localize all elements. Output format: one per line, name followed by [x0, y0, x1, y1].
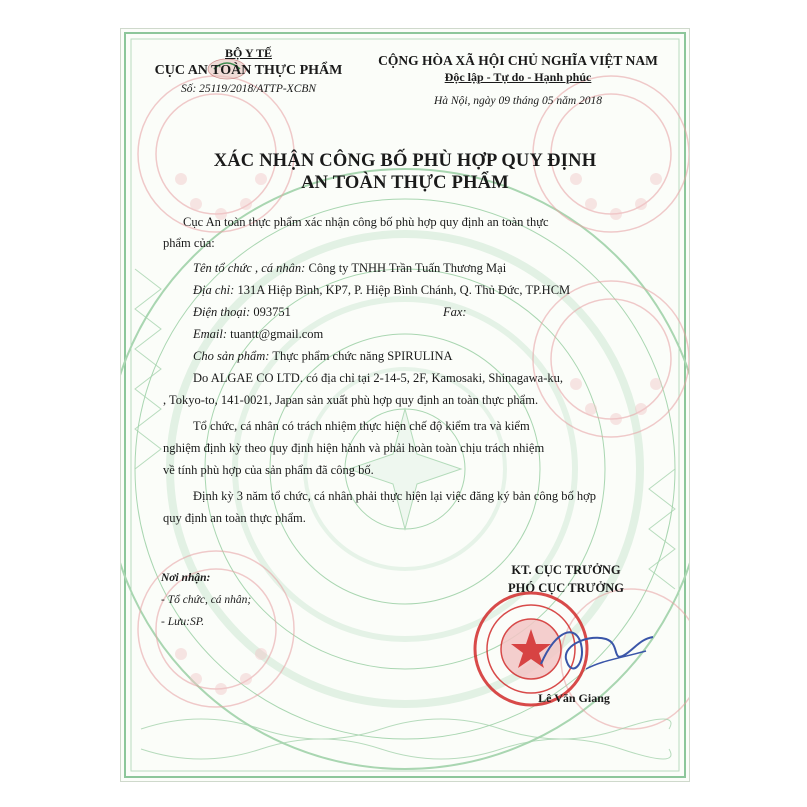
email-value: tuantt@gmail.com: [230, 327, 324, 341]
ministry-name: BỘ Y TẾ: [225, 46, 272, 60]
email-row: [193, 327, 323, 342]
phone-value: 093751: [253, 305, 291, 319]
handwritten-signature-icon: [531, 609, 661, 689]
phone-label: Điện thoại:: [193, 305, 251, 319]
issuer-header: [141, 45, 356, 98]
responsibility-line1: Tổ chức, cá nhân có trách nhiệm thực hiện chế độ kiểm tra và kiểm: [193, 419, 530, 433]
product-row: [193, 349, 453, 364]
signer-title2: PHÓ CỤC TRƯỞNG: [508, 581, 624, 595]
intro-line1: Cục An toàn thực phẩm xác nhận công bố phù hợp quy định an toàn thực: [183, 215, 549, 229]
document-title-line2: AN TOÀN THỰC PHẨM: [301, 173, 509, 193]
manufacturer-line1: Do ALGAE CO LTD. có địa chỉ tại 2-14-5, 2F, Kamosaki, Shinagawa-ku,: [193, 371, 564, 385]
signer-name: Lê Văn Giang: [538, 691, 610, 705]
document-title-line1: XÁC NHẬN CÔNG BỐ PHÙ HỢP QUY ĐỊNH: [213, 151, 597, 171]
fax-label: Fax:: [443, 305, 467, 319]
address-label: Địa chỉ:: [193, 283, 235, 297]
organization-row: [193, 261, 506, 276]
periodic-line2: quy định an toàn thực phẩm.: [163, 511, 306, 525]
recipients-item2: - Lưu:SP.: [161, 616, 205, 628]
periodic-line1: Định kỳ 3 năm tổ chức, cá nhân phải thực hiện lại việc đăng ký bản công bố hợp: [193, 489, 597, 503]
intro-line2: phẩm của:: [163, 236, 215, 250]
address-row: [193, 283, 570, 298]
responsibility-line2: nghiệm định kỳ theo quy định hiện hành và phải hoàn toàn chịu trách nhiệm: [163, 441, 545, 455]
phone-row: [193, 305, 291, 320]
organization-value: Công ty TNHH Trần Tuấn Thương Mại: [308, 261, 507, 275]
product-value: Thực phẩm chức năng SPIRULINA: [272, 349, 453, 363]
document-number: Số: 25119/2018/ATTP-XCBN: [180, 83, 317, 95]
responsibility-line3: về tính phù hợp của sản phẩm đã công bố.: [163, 463, 374, 477]
certificate-document: [120, 28, 690, 782]
signer-title1: KT. CỤC TRƯỞNG: [511, 563, 621, 577]
organization-label: Tên tổ chức , cá nhân:: [193, 261, 306, 275]
national-motto: Độc lập - Tự do - Hạnh phúc: [444, 70, 592, 84]
issue-date: Hà Nội, ngày 09 tháng 05 năm 2018: [433, 95, 603, 107]
recipients-item1: - Tổ chức, cá nhân;: [161, 594, 252, 606]
national-header: [353, 53, 683, 109]
recipients-title: Nơi nhận:: [161, 572, 211, 584]
manufacturer-line2: , Tokyo-to, 141-0021, Japan sản xuất phù hợp quy định an toàn thực phẩm.: [163, 393, 539, 407]
address-value: 131A Hiệp Bình, KP7, P. Hiệp Bình Chánh, Q. Thủ Đức, TP.HCM: [237, 283, 571, 297]
email-label: Email:: [193, 327, 228, 341]
product-label: Cho sản phẩm:: [193, 349, 270, 363]
department-name: CỤC AN TOÀN THỰC PHẨM: [154, 63, 343, 78]
country-name: CỘNG HÒA XÃ HỘI CHỦ NGHĨA VIỆT NAM: [378, 53, 658, 68]
